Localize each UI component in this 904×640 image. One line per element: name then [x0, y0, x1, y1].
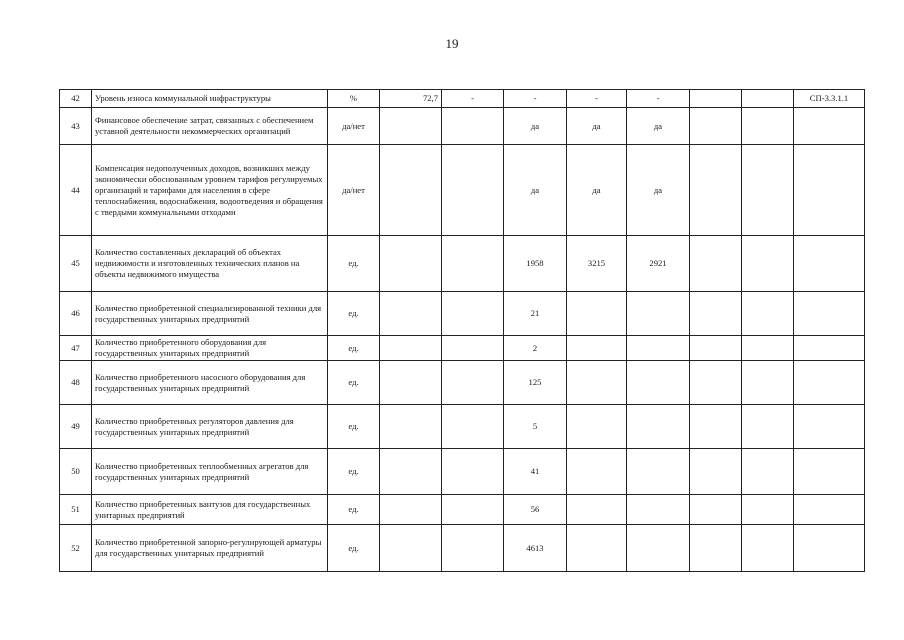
row-number: 45: [60, 236, 92, 292]
value-cell: [742, 145, 794, 236]
value-cell: -: [567, 90, 627, 108]
value-cell: да: [627, 108, 690, 145]
indicator-name: Количество приобретенных регуляторов давления для государственных унитарных предприятий: [92, 405, 328, 449]
code-cell: СП-3.3.1.1: [794, 90, 865, 108]
row-number: 43: [60, 108, 92, 145]
value-cell: -: [627, 90, 690, 108]
unit-cell: ед.: [328, 236, 380, 292]
value-cell: [690, 108, 742, 145]
value-cell: [380, 292, 442, 336]
value-cell: да: [504, 145, 567, 236]
row-number: 52: [60, 525, 92, 572]
row-number: 47: [60, 336, 92, 361]
code-cell: [794, 361, 865, 405]
table-row: [60, 292, 865, 336]
value-cell: 2: [504, 336, 567, 361]
row-number: 44: [60, 145, 92, 236]
code-cell: [794, 236, 865, 292]
unit-cell: ед.: [328, 292, 380, 336]
value-cell: 125: [504, 361, 567, 405]
table-row: [60, 145, 865, 236]
value-cell: -: [442, 90, 504, 108]
value-cell: [442, 292, 504, 336]
value-cell: [690, 525, 742, 572]
value-cell: [442, 361, 504, 405]
value-cell: [442, 145, 504, 236]
value-cell: [742, 495, 794, 525]
code-cell: [794, 525, 865, 572]
row-number: 46: [60, 292, 92, 336]
value-cell: [690, 90, 742, 108]
value-cell: [742, 525, 794, 572]
value-cell: 5: [504, 405, 567, 449]
indicator-name: Количество приобретенной запорно-регулирующей арматуры для государственных унитарных предприятий: [92, 525, 328, 572]
unit-cell: да/нет: [328, 145, 380, 236]
value-cell: [442, 108, 504, 145]
table-row: [60, 361, 865, 405]
table-row: [60, 495, 865, 525]
value-cell: [690, 361, 742, 405]
row-number: 51: [60, 495, 92, 525]
value-cell: [567, 292, 627, 336]
code-cell: [794, 405, 865, 449]
value-cell: [742, 361, 794, 405]
value-cell: [690, 405, 742, 449]
indicator-name: Количество приобретенных вантузов для государственных унитарных предприятий: [92, 495, 328, 525]
indicator-name: Уровень износа коммунальной инфраструктуры: [92, 90, 328, 108]
value-cell: [442, 449, 504, 495]
table-body: [60, 90, 865, 572]
value-cell: [442, 495, 504, 525]
code-cell: [794, 449, 865, 495]
value-cell: [627, 405, 690, 449]
value-cell: [567, 495, 627, 525]
value-cell: да: [627, 145, 690, 236]
value-cell: [380, 495, 442, 525]
indicator-name: Количество составленных деклараций об объектах недвижимости и изготовленных технических планов на объекты недвижимого имущества: [92, 236, 328, 292]
value-cell: да: [567, 108, 627, 145]
indicator-name: Количество приобретенного насосного оборудования для государственных унитарных предприятий: [92, 361, 328, 405]
unit-cell: ед.: [328, 525, 380, 572]
row-number: 42: [60, 90, 92, 108]
value-cell: [380, 361, 442, 405]
value-cell: [627, 525, 690, 572]
value-cell: 1958: [504, 236, 567, 292]
value-cell: [380, 108, 442, 145]
page-number: 19: [445, 36, 459, 51]
indicators-table: [59, 89, 865, 572]
table-row: [60, 236, 865, 292]
value-cell: [742, 405, 794, 449]
value-cell: [442, 525, 504, 572]
value-cell: [380, 525, 442, 572]
value-cell: [627, 495, 690, 525]
code-cell: [794, 108, 865, 145]
value-cell: [567, 405, 627, 449]
table-row: [60, 449, 865, 495]
value-cell: [690, 336, 742, 361]
indicator-name: Финансовое обеспечение затрат, связанных с обеспечением уставной деятельности некоммерческих организаций: [92, 108, 328, 145]
value-cell: 21: [504, 292, 567, 336]
table-row: [60, 405, 865, 449]
value-cell: [380, 145, 442, 236]
table-row: [60, 525, 865, 572]
value-cell: [380, 405, 442, 449]
value-cell: [442, 405, 504, 449]
value-cell: [567, 361, 627, 405]
value-cell: 3215: [567, 236, 627, 292]
indicator-name: Количество приобретенных теплообменных агрегатов для государственных унитарных предприятий: [92, 449, 328, 495]
value-cell: [690, 495, 742, 525]
value-cell: да: [567, 145, 627, 236]
value-cell: -: [504, 90, 567, 108]
value-cell: [442, 236, 504, 292]
unit-cell: ед.: [328, 336, 380, 361]
row-number: 48: [60, 361, 92, 405]
indicator-name: Количество приобретенного оборудования для государственных унитарных предприятий: [92, 336, 328, 361]
value-cell: [627, 449, 690, 495]
value-cell: [380, 449, 442, 495]
code-cell: [794, 145, 865, 236]
value-cell: [690, 236, 742, 292]
value-cell: да: [504, 108, 567, 145]
value-cell: [627, 336, 690, 361]
row-number: 50: [60, 449, 92, 495]
unit-cell: ед.: [328, 361, 380, 405]
value-cell: [742, 336, 794, 361]
unit-cell: ед.: [328, 405, 380, 449]
value-cell: [627, 361, 690, 405]
table-row: [60, 108, 865, 145]
code-cell: [794, 336, 865, 361]
value-cell: 41: [504, 449, 567, 495]
code-cell: [794, 495, 865, 525]
value-cell: [567, 525, 627, 572]
value-cell: [690, 292, 742, 336]
indicator-name: Компенсация недополученных доходов, возникших между экономически обоснованным уровнем тарифов регулируемых организаций и тарифами для населения в сфере теплоснабжения, водоснабжения, водоотведения и обращения с твердыми коммунальными отходами: [92, 145, 328, 236]
value-cell: 4613: [504, 525, 567, 572]
unit-cell: %: [328, 90, 380, 108]
value-cell: [742, 236, 794, 292]
value-cell: [742, 90, 794, 108]
value-cell: [690, 145, 742, 236]
row-number: 49: [60, 405, 92, 449]
value-cell: [442, 336, 504, 361]
value-cell: [567, 336, 627, 361]
value-cell: 72,7: [380, 90, 442, 108]
value-cell: [567, 449, 627, 495]
code-cell: [794, 292, 865, 336]
unit-cell: ед.: [328, 449, 380, 495]
value-cell: [742, 108, 794, 145]
unit-cell: да/нет: [328, 108, 380, 145]
value-cell: [380, 336, 442, 361]
value-cell: 2921: [627, 236, 690, 292]
value-cell: [742, 449, 794, 495]
table-row: [60, 336, 865, 361]
indicator-name: Количество приобретенной специализированной техники для государственных унитарных предприятий: [92, 292, 328, 336]
value-cell: [742, 292, 794, 336]
value-cell: [627, 292, 690, 336]
value-cell: [690, 449, 742, 495]
table-row: [60, 90, 865, 108]
unit-cell: ед.: [328, 495, 380, 525]
value-cell: 56: [504, 495, 567, 525]
value-cell: [380, 236, 442, 292]
